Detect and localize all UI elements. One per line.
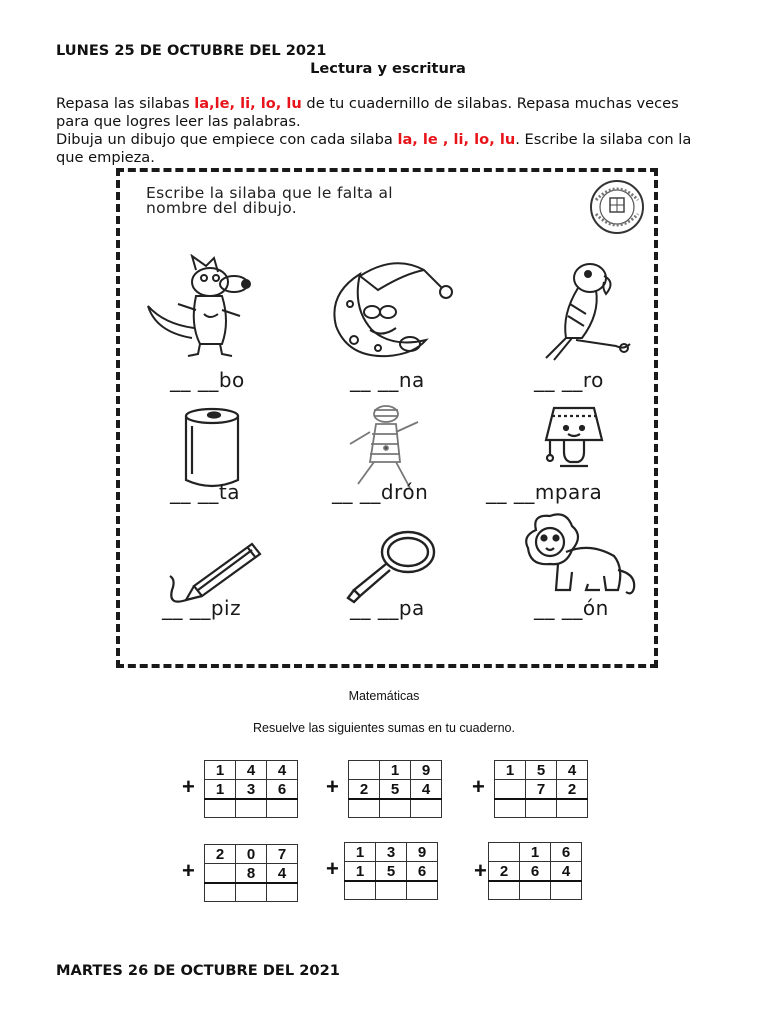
syllable-worksheet	[116, 168, 658, 668]
worksheet-title-line: Escribe la silaba que le falta al	[146, 184, 393, 202]
blank-pencil: __ __piz	[162, 596, 242, 620]
answer-cell[interactable]	[520, 881, 551, 900]
digit-cell: 1	[205, 780, 236, 800]
blank-lamp: __ __mpara	[486, 480, 603, 504]
answer-cell[interactable]	[267, 799, 298, 818]
digit-cell: 4	[236, 761, 267, 780]
instruction-text: Repasa las silabas	[56, 95, 195, 112]
answer-cell[interactable]	[557, 799, 588, 818]
digit-cell	[489, 843, 520, 862]
item-magnifier	[314, 530, 494, 680]
item-parrot	[506, 254, 686, 404]
digit-cell: 0	[236, 845, 267, 864]
digit-cell: 6	[551, 843, 582, 862]
addition-grid	[348, 760, 442, 818]
digit-cell: 1	[205, 761, 236, 780]
digit-cell: 4	[551, 862, 582, 882]
reading-section-title: Lectura y escritura	[310, 60, 466, 77]
blank-parrot: __ __ro	[534, 368, 604, 392]
answer-cell[interactable]	[349, 799, 380, 818]
digit-cell: 7	[267, 845, 298, 864]
digit-cell: 5	[526, 761, 557, 780]
digit-cell: 2	[349, 780, 380, 800]
digit-cell: 1	[345, 843, 376, 862]
digit-cell: 4	[267, 864, 298, 884]
answer-cell[interactable]	[489, 881, 520, 900]
digit-cell: 5	[380, 780, 411, 800]
syllables-highlight: la, le , li, lo, lu	[397, 131, 516, 148]
school-seal-icon	[588, 178, 646, 236]
answer-cell[interactable]	[267, 883, 298, 902]
digit-cell: 4	[557, 761, 588, 780]
blank-moon: __ __na	[350, 368, 425, 392]
moon-icon	[314, 254, 464, 364]
digit-cell: 1	[520, 843, 551, 862]
blank-wolf: __ __bo	[170, 368, 245, 392]
answer-cell[interactable]	[380, 799, 411, 818]
addition-grid	[344, 842, 438, 900]
digit-cell: 2	[489, 862, 520, 882]
plus-sign: +	[182, 858, 195, 883]
plus-sign: +	[182, 774, 195, 799]
digit-cell: 4	[267, 761, 298, 780]
answer-cell[interactable]	[411, 799, 442, 818]
answer-cell[interactable]	[376, 881, 407, 900]
blank-can: __ __ta	[170, 480, 240, 504]
digit-cell: 7	[526, 780, 557, 800]
digit-cell: 4	[411, 780, 442, 800]
math-instruction: Resuelve las siguientes sumas en tu cuaderno.	[253, 721, 515, 735]
digit-cell: 5	[376, 862, 407, 882]
answer-cell[interactable]	[236, 799, 267, 818]
answer-cell[interactable]	[551, 881, 582, 900]
answer-cell[interactable]	[526, 799, 557, 818]
item-wolf	[134, 254, 314, 404]
blank-lion: __ __ón	[534, 596, 609, 620]
blank-magnifier: __ __pa	[350, 596, 425, 620]
digit-cell: 2	[205, 845, 236, 864]
item-moon	[314, 254, 494, 404]
monday-heading: LUNES 25 DE OCTUBRE DEL 2021	[56, 42, 327, 59]
plus-sign: +	[474, 858, 487, 883]
instruction-text: de tu cuadernillo de silabas. Repasa muchas veces para que logres leer las palabras.	[56, 95, 679, 130]
plus-sign: +	[472, 774, 485, 799]
addition-grid	[204, 844, 298, 902]
blank-thief: __ __drón	[332, 480, 429, 504]
digit-cell	[349, 761, 380, 780]
digit-cell	[495, 780, 526, 800]
digit-cell: 1	[380, 761, 411, 780]
digit-cell: 6	[267, 780, 298, 800]
plus-sign: +	[326, 774, 339, 799]
digit-cell: 1	[495, 761, 526, 780]
answer-cell[interactable]	[495, 799, 526, 818]
digit-cell: 6	[520, 862, 551, 882]
worksheet-title-line: nombre del dibujo.	[146, 199, 297, 217]
answer-cell[interactable]	[407, 881, 438, 900]
digit-cell: 1	[345, 862, 376, 882]
wolf-icon	[134, 254, 284, 364]
plus-sign: +	[326, 856, 339, 881]
instruction-text: Dibuja un dibujo que empiece con cada silaba	[56, 131, 398, 148]
digit-cell: 2	[557, 780, 588, 800]
digit-cell: 6	[407, 862, 438, 882]
answer-cell[interactable]	[205, 883, 236, 902]
worksheet-title	[146, 186, 566, 216]
digit-cell: 9	[411, 761, 442, 780]
addition-grid	[488, 842, 582, 900]
instruction-paragraph-2	[56, 131, 716, 167]
digit-cell: 3	[236, 780, 267, 800]
tuesday-heading: MARTES 26 DE OCTUBRE DEL 2021	[56, 962, 340, 979]
addition-grid	[204, 760, 298, 818]
instruction-paragraph-1	[56, 95, 716, 131]
digit-cell	[205, 864, 236, 884]
parrot-icon	[506, 254, 656, 364]
syllables-highlight: la,le, li, lo, lu	[194, 95, 302, 112]
digit-cell: 8	[236, 864, 267, 884]
answer-cell[interactable]	[236, 883, 267, 902]
item-lion	[506, 512, 686, 662]
answer-cell[interactable]	[205, 799, 236, 818]
digit-cell: 9	[407, 843, 438, 862]
instruction-text: . Escribe la silaba con la que empieza.	[56, 131, 692, 166]
answer-cell[interactable]	[345, 881, 376, 900]
math-section-title: Matemáticas	[348, 689, 420, 703]
digit-cell: 3	[376, 843, 407, 862]
item-pencil	[134, 530, 314, 680]
addition-grid	[494, 760, 588, 818]
lion-icon	[506, 512, 656, 602]
